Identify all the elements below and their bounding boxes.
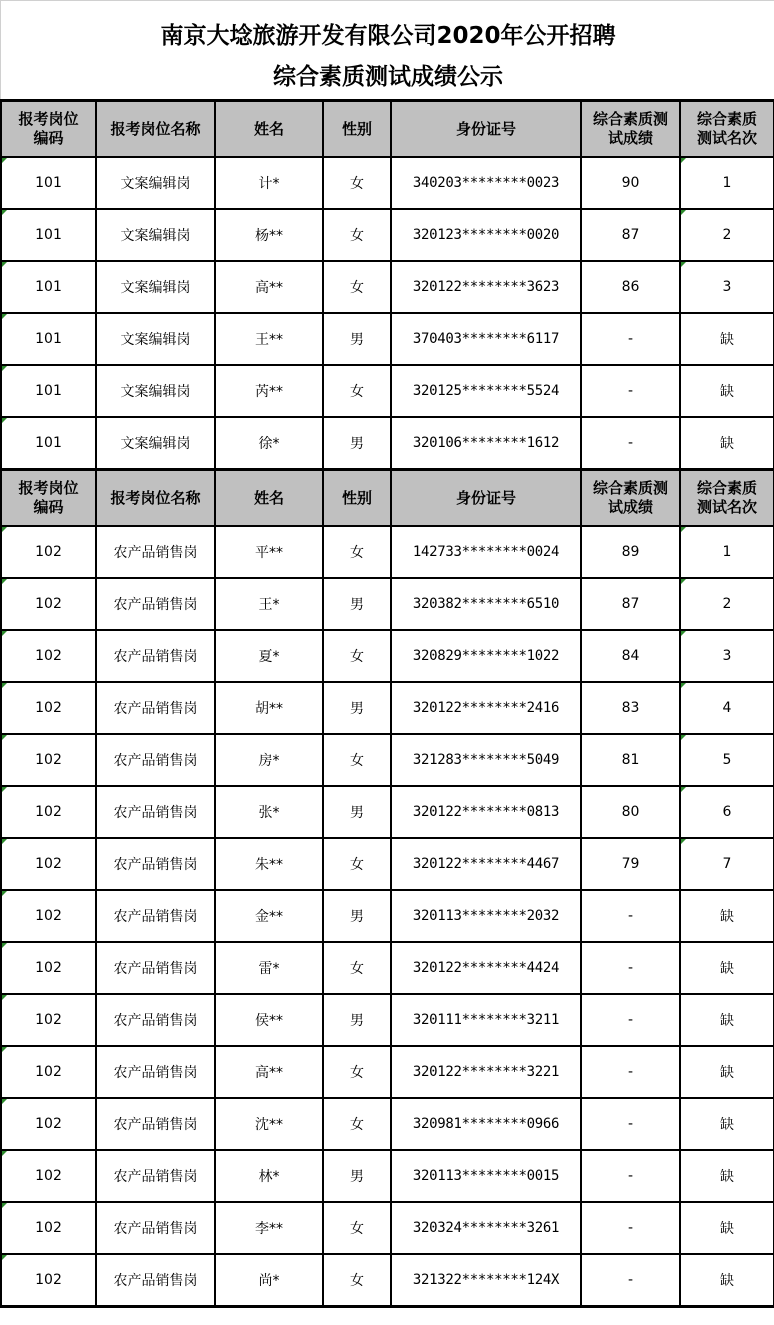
cell-name: 王* [215,578,323,630]
cell-gender: 女 [323,630,391,682]
cell-position: 农产品销售岗 [96,526,215,578]
table-row [1,1150,774,1202]
cell-rank: 缺 [680,365,774,417]
cell-id: 320122********4467 [391,838,581,890]
cell-position: 农产品销售岗 [96,1150,215,1202]
cell-rank: 2 [680,209,774,261]
cell-position: 农产品销售岗 [96,578,215,630]
header-score: 综合素质测 试成绩 [581,470,680,527]
cell-position: 文案编辑岗 [96,261,215,313]
cell-score: - [581,890,680,942]
cell-gender: 女 [323,734,391,786]
cell-name: 李** [215,1202,323,1254]
cell-id: 320981********0966 [391,1098,581,1150]
cell-position: 农产品销售岗 [96,890,215,942]
cell-position: 农产品销售岗 [96,734,215,786]
cell-gender: 男 [323,786,391,838]
table-row [1,786,774,838]
cell-position: 文案编辑岗 [96,209,215,261]
results-table [0,99,774,1308]
cell-name: 沈** [215,1098,323,1150]
cell-code: 102 [1,890,96,942]
cell-name: 芮** [215,365,323,417]
header-id: 身份证号 [391,470,581,527]
cell-name: 王** [215,313,323,365]
header-gender: 性别 [323,101,391,158]
header-id: 身份证号 [391,101,581,158]
cell-name: 高** [215,261,323,313]
cell-score: - [581,942,680,994]
cell-name: 高** [215,1046,323,1098]
page-subtitle: 综合素质测试成绩公示 [273,64,503,90]
cell-gender: 男 [323,313,391,365]
header-score: 综合素质测 试成绩 [581,101,680,158]
table-row [1,994,774,1046]
cell-code: 102 [1,1254,96,1307]
cell-code: 102 [1,1098,96,1150]
cell-rank: 缺 [680,417,774,470]
cell-rank: 4 [680,682,774,734]
cell-id: 320122********3623 [391,261,581,313]
table-row [1,682,774,734]
cell-score: 87 [581,209,680,261]
header-name: 姓名 [215,101,323,158]
cell-gender: 女 [323,838,391,890]
cell-rank: 缺 [680,1098,774,1150]
cell-score: - [581,313,680,365]
header-position: 报考岗位名称 [96,101,215,158]
cell-score: - [581,1046,680,1098]
cell-position: 农产品销售岗 [96,786,215,838]
cell-id: 320106********1612 [391,417,581,470]
cell-rank: 缺 [680,1202,774,1254]
title-block [0,0,774,100]
cell-position: 农产品销售岗 [96,1254,215,1307]
cell-rank: 缺 [680,1254,774,1307]
cell-name: 房* [215,734,323,786]
cell-gender: 女 [323,1098,391,1150]
cell-name: 平** [215,526,323,578]
cell-id: 320122********4424 [391,942,581,994]
cell-rank: 6 [680,786,774,838]
cell-code: 102 [1,994,96,1046]
cell-id: 142733********0024 [391,526,581,578]
cell-rank: 缺 [680,1046,774,1098]
table-row [1,157,774,209]
cell-rank: 2 [680,578,774,630]
cell-gender: 女 [323,942,391,994]
table-row [1,838,774,890]
cell-code: 102 [1,942,96,994]
cell-gender: 男 [323,578,391,630]
cell-rank: 3 [680,630,774,682]
cell-name: 雷* [215,942,323,994]
cell-rank: 缺 [680,994,774,1046]
cell-id: 320122********0813 [391,786,581,838]
cell-name: 胡** [215,682,323,734]
cell-gender: 女 [323,1254,391,1307]
cell-score: 80 [581,786,680,838]
cell-code: 102 [1,682,96,734]
cell-position: 农产品销售岗 [96,942,215,994]
cell-rank: 3 [680,261,774,313]
header-rank: 综合素质 测试名次 [680,101,774,158]
cell-code: 102 [1,1150,96,1202]
cell-score: 86 [581,261,680,313]
cell-code: 101 [1,417,96,470]
cell-id: 320122********3221 [391,1046,581,1098]
cell-name: 林* [215,1150,323,1202]
cell-gender: 女 [323,1202,391,1254]
cell-position: 文案编辑岗 [96,417,215,470]
cell-position: 农产品销售岗 [96,1046,215,1098]
cell-id: 340203********0023 [391,157,581,209]
cell-gender: 女 [323,526,391,578]
cell-code: 101 [1,157,96,209]
table-row [1,630,774,682]
cell-id: 320122********2416 [391,682,581,734]
table-row [1,209,774,261]
cell-id: 370403********6117 [391,313,581,365]
header-rank: 综合素质 测试名次 [680,470,774,527]
cell-gender: 男 [323,890,391,942]
cell-name: 尚* [215,1254,323,1307]
cell-gender: 女 [323,157,391,209]
table-row [1,734,774,786]
cell-code: 101 [1,209,96,261]
cell-score: 89 [581,526,680,578]
cell-gender: 男 [323,1150,391,1202]
cell-id: 320113********2032 [391,890,581,942]
cell-rank: 1 [680,157,774,209]
table-row [1,942,774,994]
header-code: 报考岗位 编码 [1,101,96,158]
header-name: 姓名 [215,470,323,527]
cell-id: 320113********0015 [391,1150,581,1202]
cell-score: 84 [581,630,680,682]
cell-score: 83 [581,682,680,734]
cell-rank: 缺 [680,313,774,365]
cell-score: 87 [581,578,680,630]
table-row [1,1202,774,1254]
cell-gender: 女 [323,365,391,417]
cell-id: 321283********5049 [391,734,581,786]
cell-name: 朱** [215,838,323,890]
cell-rank: 7 [680,838,774,890]
cell-code: 102 [1,786,96,838]
cell-position: 文案编辑岗 [96,365,215,417]
cell-name: 计* [215,157,323,209]
table-row [1,261,774,313]
cell-position: 农产品销售岗 [96,630,215,682]
header-row [1,101,774,158]
cell-id: 320111********3211 [391,994,581,1046]
cell-gender: 男 [323,417,391,470]
cell-gender: 女 [323,1046,391,1098]
table-row [1,890,774,942]
cell-code: 102 [1,630,96,682]
cell-code: 101 [1,313,96,365]
cell-position: 农产品销售岗 [96,1202,215,1254]
table-row [1,1098,774,1150]
cell-position: 文案编辑岗 [96,313,215,365]
cell-score: - [581,1254,680,1307]
cell-code: 102 [1,526,96,578]
cell-id: 320125********5524 [391,365,581,417]
cell-id: 321322********124X [391,1254,581,1307]
cell-score: - [581,1098,680,1150]
table-row [1,578,774,630]
cell-score: - [581,417,680,470]
cell-position: 文案编辑岗 [96,157,215,209]
cell-rank: 缺 [680,942,774,994]
cell-id: 320829********1022 [391,630,581,682]
cell-name: 金** [215,890,323,942]
cell-id: 320324********3261 [391,1202,581,1254]
cell-position: 农产品销售岗 [96,994,215,1046]
cell-gender: 男 [323,682,391,734]
cell-position: 农产品销售岗 [96,1098,215,1150]
cell-score: 81 [581,734,680,786]
cell-code: 102 [1,838,96,890]
cell-code: 102 [1,1202,96,1254]
cell-code: 102 [1,1046,96,1098]
table-row [1,313,774,365]
table-row [1,365,774,417]
cell-id: 320382********6510 [391,578,581,630]
header-gender: 性别 [323,470,391,527]
cell-position: 农产品销售岗 [96,682,215,734]
cell-code: 102 [1,734,96,786]
header-code: 报考岗位 编码 [1,470,96,527]
cell-rank: 5 [680,734,774,786]
table-row [1,526,774,578]
cell-rank: 1 [680,526,774,578]
cell-name: 徐* [215,417,323,470]
cell-code: 101 [1,261,96,313]
cell-name: 夏* [215,630,323,682]
cell-gender: 女 [323,261,391,313]
cell-name: 杨** [215,209,323,261]
cell-score: 79 [581,838,680,890]
cell-score: - [581,1202,680,1254]
cell-code: 102 [1,578,96,630]
cell-name: 侯** [215,994,323,1046]
cell-id: 320123********0020 [391,209,581,261]
cell-rank: 缺 [680,890,774,942]
table-row [1,1046,774,1098]
cell-gender: 男 [323,994,391,1046]
cell-gender: 女 [323,209,391,261]
cell-score: - [581,1150,680,1202]
cell-score: 90 [581,157,680,209]
header-row [1,470,774,527]
cell-name: 张* [215,786,323,838]
cell-code: 101 [1,365,96,417]
cell-position: 农产品销售岗 [96,838,215,890]
cell-score: - [581,365,680,417]
table-row [1,417,774,470]
header-position: 报考岗位名称 [96,470,215,527]
table-row [1,1254,774,1307]
page-title: 南京大埝旅游开发有限公司2020年公开招聘 [160,23,616,49]
cell-score: - [581,994,680,1046]
cell-rank: 缺 [680,1150,774,1202]
